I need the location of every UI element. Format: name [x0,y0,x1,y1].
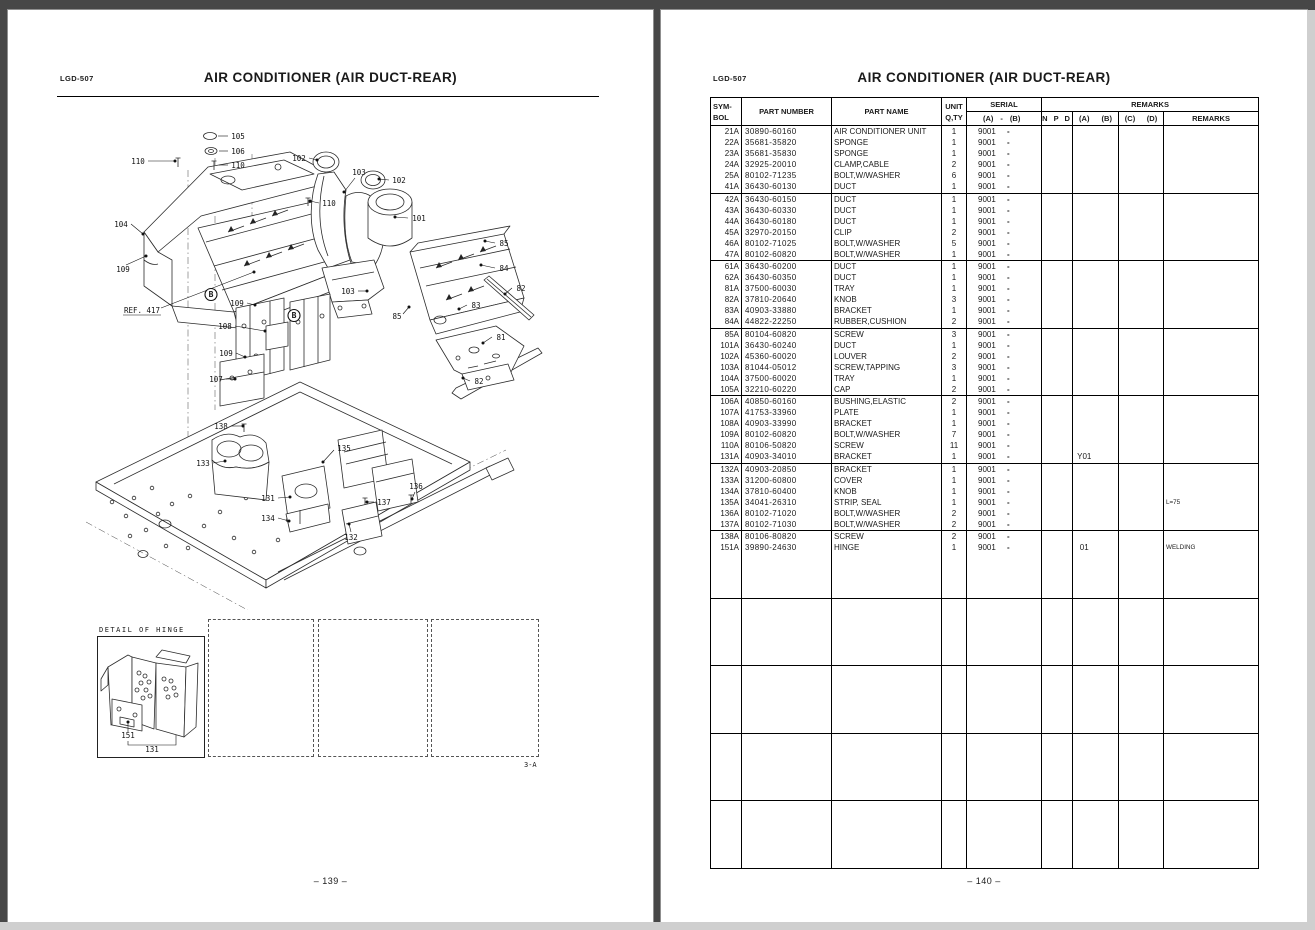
cell-qty: 1 1 1 2 6 1 [942,126,967,194]
empty-cell [1119,801,1164,869]
doc-code-left: LGD-507 [60,74,94,83]
cell-remarks-cd [1119,126,1164,194]
empty-cell [1119,598,1164,666]
part-callout-134: 134 [261,514,275,523]
empty-cell [711,801,742,869]
empty-cell [742,598,832,666]
parts-group-row [711,126,1259,194]
empty-cell [1073,666,1119,734]
part-callout-131: 131 [261,494,275,503]
empty-cell [1073,598,1119,666]
detail-of-hinge-box [97,636,205,758]
part-callout-109: 109 [116,265,130,274]
cell-remarks-text [1164,396,1259,464]
cell-symbol: 132A 133A 134A 135A 136A 137A [711,463,742,531]
part-callout-136: 136 [409,482,423,491]
placeholder-panel-2 [318,619,428,757]
cell-remarks-text [1164,126,1259,194]
cell-part-number: 36430-60200 36430-60350 37500-60030 37810-20640 40903-33880 44822-22250 [742,261,832,329]
col-part-name: PART NAME [832,98,942,126]
empty-cell [1042,733,1073,801]
sheet-ref: 3-A [524,761,537,769]
part-callout-110: 110 [322,199,336,208]
empty-cell [832,598,942,666]
part-callout-101: 101 [412,214,426,223]
cell-serial: 9001 - 9001 - 9001 - 9001 - 9001 - 9001 - [967,193,1042,261]
exploded-diagram [38,110,598,610]
empty-cell [1042,666,1073,734]
empty-cell [711,733,742,801]
cell-remarks-cd [1119,261,1164,329]
empty-cell [1119,666,1164,734]
cell-remarks-text [1164,261,1259,329]
empty-cell [942,733,967,801]
part-callout-110: 110 [131,157,145,166]
empty-cell [967,801,1042,869]
col-remarks-ab: (A) (B) [1073,112,1119,126]
part-callout-102: 102 [392,176,406,185]
col-serial-sub: (A) - (B) [967,112,1042,126]
empty-cell [942,598,967,666]
cell-symbol: 106A 107A 108A 109A 110A 131A [711,396,742,464]
cell-qty: 2 1 [942,531,967,599]
page-139 [8,10,653,922]
cell-part-name: SCREW DUCT LOUVER SCREW,TAPPING TRAY CAP [832,328,942,396]
cell-qty: 1 1 1 2 5 1 [942,193,967,261]
cell-qty: 2 1 1 7 11 1 [942,396,967,464]
part-callout-138: 138 [214,422,228,431]
empty-cell [1164,733,1259,801]
empty-cell [832,733,942,801]
empty-group-row [711,666,1259,734]
part-callout-132: 132 [344,533,358,542]
cell-qty: 1 1 1 1 2 2 [942,463,967,531]
empty-cell [1119,733,1164,801]
hinge-detail-drawing [98,637,204,757]
cell-remarks-ab [1073,328,1119,396]
cell-npd [1042,531,1073,599]
part-callout-82: 82 [516,284,526,293]
empty-group-row [711,801,1259,869]
cell-serial: 9001 - 9001 - 9001 - 9001 - 9001 - 9001 - [967,396,1042,464]
parts-table [710,97,1259,869]
part-callout-135: 135 [337,444,351,453]
empty-cell [711,598,742,666]
viewer-edge-right [1307,10,1315,922]
page-title-left: AIR CONDITIONER (AIR DUCT-REAR) [203,70,458,85]
empty-cell [742,666,832,734]
part-callout-133: 133 [196,459,210,468]
page-number-right: – 140 – [967,876,1001,886]
cell-remarks-ab [1073,126,1119,194]
cell-remarks-ab [1073,261,1119,329]
cell-remarks-text: WELDING [1164,531,1259,599]
cell-part-number: 36430-60150 36430-60330 36430-60180 32970-20150 80102-71025 80102-60820 [742,193,832,261]
empty-cell [742,733,832,801]
empty-group-row [711,733,1259,801]
cell-part-name: BUSHING,ELASTIC PLATE BRACKET BOLT,W/WASHER SCREW BRACKET [832,396,942,464]
part-callout-108: 108 [218,322,232,331]
part-callout-85: 85 [499,239,509,248]
cell-serial: 9001 - 9001 - 9001 - 9001 - 9001 - 9001 - [967,463,1042,531]
part-callout-103: 103 [352,168,366,177]
cell-npd [1042,126,1073,194]
diagram-parts [96,133,542,589]
empty-cell [967,666,1042,734]
cell-part-name: BRACKET COVER KNOB STRIP, SEAL BOLT,W/WASHER BOLT,W/WASHER [832,463,942,531]
col-remarks-text: REMARKS [1164,112,1259,126]
empty-cell [967,733,1042,801]
part-callout-84: 84 [499,264,509,273]
detail-box-label: DETAIL OF HINGE [99,626,185,634]
part-callout-81: 81 [496,333,506,342]
parts-group-row [711,396,1259,464]
empty-cell [1164,666,1259,734]
col-symbol: SYM- BOL [711,98,742,126]
part-callout-b: B [291,311,297,320]
cell-remarks-ab [1073,463,1119,531]
cell-part-number: 40903-20850 31200-60800 37810-60400 34041-26310 80102-71020 80102-71030 [742,463,832,531]
part-callout-107: 107 [209,375,223,384]
cell-part-number: 80104-60820 36430-60240 45360-60020 81044-05012 37500-60020 32210-60220 [742,328,832,396]
cell-part-name: DUCT DUCT TRAY KNOB BRACKET RUBBER,CUSHION [832,261,942,329]
cell-remarks-ab [1073,193,1119,261]
cell-npd [1042,396,1073,464]
cell-part-number: 40850-60160 41753-33960 40903-33990 80102-60820 80106-50820 40903-34010 [742,396,832,464]
part-callout-137: 137 [377,498,391,507]
page-140 [661,10,1307,922]
empty-cell [1073,733,1119,801]
cell-remarks-cd [1119,328,1164,396]
part-callout-85: 85 [392,312,402,321]
cell-remarks-text [1164,193,1259,261]
cell-serial: 9001 - 9001 - [967,531,1042,599]
part-callout-104: 104 [114,220,128,229]
parts-table-body [711,126,1259,869]
part-callout-106: 106 [231,147,245,156]
empty-cell [1164,801,1259,869]
cell-symbol: 61A 62A 81A 82A 83A 84A [711,261,742,329]
part-callout-ref-417: REF. 417 [123,306,161,315]
cell-symbol: 85A 101A 102A 103A 104A 105A [711,328,742,396]
cell-npd [1042,328,1073,396]
col-unit-qty: UNIT Q,TY [942,98,967,126]
cell-remarks-text: L=75 [1164,463,1259,531]
cell-symbol: 42A 43A 44A 45A 46A 47A [711,193,742,261]
parts-group-row [711,261,1259,329]
cell-remarks-ab: Y01 [1073,396,1119,464]
empty-cell [832,801,942,869]
part-callout-82: 82 [474,377,484,386]
page-title-right: AIR CONDITIONER (AIR DUCT-REAR) [857,70,1111,85]
doc-code-right: LGD-507 [713,74,747,83]
empty-group-row [711,598,1259,666]
empty-cell [1073,801,1119,869]
part-callout-b: B [208,290,214,299]
viewer-edge-bottom [0,922,1315,930]
part-callout-109: 109 [219,349,233,358]
cell-qty: 3 1 2 3 1 2 [942,328,967,396]
cell-part-name: DUCT DUCT DUCT CLIP BOLT,W/WASHER BOLT,W/WASHER [832,193,942,261]
part-callout-102: 102 [292,154,306,163]
cell-remarks-text [1164,328,1259,396]
parts-table-header [711,98,1259,126]
empty-cell [742,801,832,869]
cell-serial: 9001 - 9001 - 9001 - 9001 - 9001 - 9001 - [967,328,1042,396]
cell-remarks-cd [1119,463,1164,531]
placeholder-panel-3 [431,619,539,757]
page-number-left: – 139 – [313,876,348,886]
empty-cell [942,666,967,734]
parts-group-row [711,463,1259,531]
placeholder-panel-1 [208,619,314,757]
cell-remarks-ab: 01 [1073,531,1119,599]
empty-cell [711,666,742,734]
parts-group-row [711,193,1259,261]
cell-remarks-cd [1119,193,1164,261]
empty-cell [832,666,942,734]
cell-serial: 9001 - 9001 - 9001 - 9001 - 9001 - 9001 - [967,261,1042,329]
parts-group-row [711,328,1259,396]
part-callout-103: 103 [341,287,355,296]
part-callout-131: 131 [145,745,159,754]
col-remarks-group: REMARKS [1042,98,1259,112]
part-callout-110: 110 [231,161,245,170]
cell-qty: 1 1 1 3 1 2 [942,261,967,329]
cell-symbol: 138A 151A [711,531,742,599]
col-serial: SERIAL [967,98,1042,112]
col-part-number: PART NUMBER [742,98,832,126]
parts-group-row [711,531,1259,599]
col-remarks-cd: (C) (D) [1119,112,1164,126]
part-callout-109: 109 [230,299,244,308]
title-rule [57,96,599,97]
empty-cell [1042,801,1073,869]
cell-symbol: 21A 22A 23A 24A 25A 41A [711,126,742,194]
cell-remarks-cd [1119,396,1164,464]
col-npd: N P D [1042,112,1073,126]
empty-cell [967,598,1042,666]
cell-part-number: 30890-60160 35681-35820 35681-35830 32925-20010 80102-71235 36430-60130 [742,126,832,194]
cell-npd [1042,463,1073,531]
part-callout-105: 105 [231,132,245,141]
cell-part-number: 80106-80820 39890-24630 [742,531,832,599]
cell-npd [1042,261,1073,329]
cell-part-name: AIR CONDITIONER UNIT SPONGE SPONGE CLAMP,CABLE BOLT,W/WASHER DUCT [832,126,942,194]
empty-cell [1042,598,1073,666]
cell-npd [1042,193,1073,261]
cell-part-name: SCREW HINGE [832,531,942,599]
empty-cell [942,801,967,869]
cell-serial: 9001 - 9001 - 9001 - 9001 - 9001 - 9001 - [967,126,1042,194]
part-callout-83: 83 [471,301,481,310]
part-callout-151: 151 [121,731,135,740]
empty-cell [1164,598,1259,666]
cell-remarks-cd [1119,531,1164,599]
